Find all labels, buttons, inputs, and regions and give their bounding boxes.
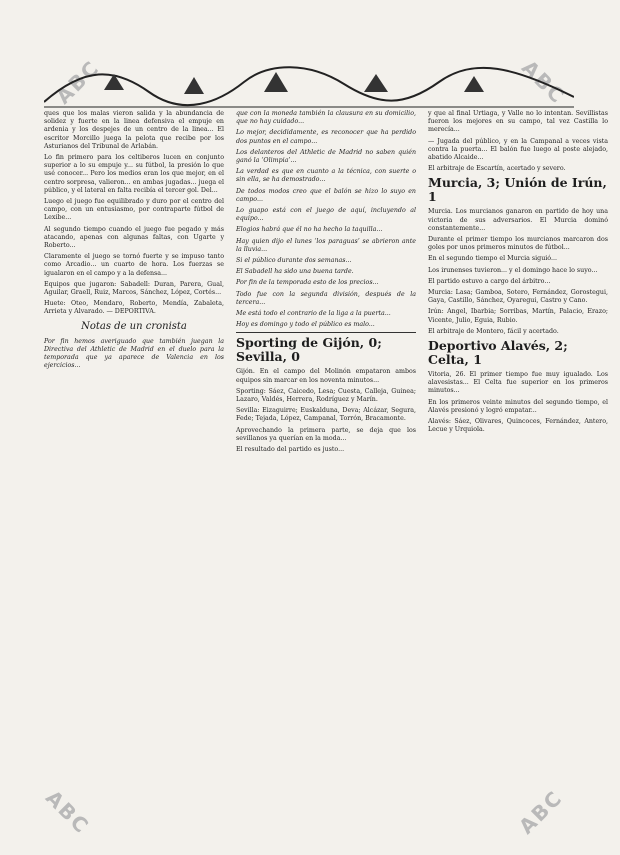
- article-paragraph: El resultado del partido es justo...: [236, 446, 345, 454]
- article-paragraph: Huete: Oteo, Mendaro, Roberto, Mendía, Zabaleta, Arrieta y Alvarado. — DEPORTIVA.: [44, 300, 224, 316]
- article-paragraph: Aprovechando la primera parte, se deja que los sevillanos ya querían en la moda...: [236, 426, 416, 442]
- watermark-bottom-left: ABC: [41, 785, 95, 839]
- column-rule: [236, 332, 416, 333]
- article-paragraph: Vitoria, 26. El primer tiempo fue muy igualado. Los alavesistas... El Celta fue superior en los primeros minutos...: [428, 371, 608, 395]
- article-paragraph: Hay quien dijo el lunes ‘los paraguas’ se abrieron ante la lluvia...: [236, 237, 416, 253]
- article-paragraph: Lo fin primero para los celtiberos lucen en conjunto superior a lo su empuje y... su fútbol, la presión lo que usé conocer... Pero los medios eran los que mejor, en el centro sorpresa, valieron... en ambas jugadas... juega el público, y el lateral en falta recibía el tercer gol. Del...: [44, 154, 224, 194]
- article-paragraph: El arbitraje de Montero, fácil y acertado.: [428, 327, 559, 335]
- article-paragraph: Los irunenses tuvieron... y el domingo hace lo suyo...: [428, 266, 598, 274]
- article-paragraph: Elogios habrá que él no ha hecho la taquilla...: [236, 226, 383, 234]
- article-paragraph: Todo fue con la segunda división, después de la tercera...: [236, 290, 416, 306]
- article-headline: Murcia, 3; Unión de Irún, 1: [428, 175, 607, 205]
- decorative-banner-illustration: [44, 62, 574, 112]
- article-paragraph: Me está todo el contrario de la liga a la puerta...: [236, 310, 391, 318]
- article-paragraph: Al segundo tiempo cuando el juego fue pegado y más atacando, apenas con algunas faltas, con Ugarte y Roberto...: [44, 225, 224, 250]
- article-paragraph: Murcia. Los murcianos ganaron en partido de hoy una victoria de sus adversarios. El Murcia dominó constantemente...: [428, 208, 608, 232]
- watermark-bottom-right: ABC: [514, 785, 568, 839]
- article-paragraph: Si el público durante dos semanas...: [236, 257, 352, 265]
- article-paragraph: que con la moneda también la clausura en su domicilio, que no hay cuidado...: [236, 110, 416, 126]
- watermark-top-left: ABC: [51, 55, 105, 109]
- article-paragraph: Alavés: Sáez, Olivares, Quincoces, Fernández, Antero, Lecue y Urquiola.: [428, 418, 608, 434]
- article-paragraph: Los delanteros del Athletic de Madrid no saben quién ganó la ‘Olimpia’...: [236, 148, 416, 165]
- article-paragraph: Luego el juego fue equilibrado y duro por el centro del campo, con un entusiasmo, por contraparte fútbol de Lexibe...: [44, 198, 224, 222]
- article-paragraph: Claramente el juego se tornó fuerte y se impuso tanto como Arcadio... un cuarto de hora. Los fuerzas se igualaron en el campo y a la defensa...: [44, 253, 224, 277]
- article-paragraph: Equipos que jugaron: Sabadell: Duran, Parera, Gual, Aguilar, Graell, Ruiz, Marcos, Sánchez, López, Cortés...: [44, 280, 224, 297]
- article-paragraph: Sevilla: Eizaguirre; Euskalduna, Deva; Alcázar, Segura, Fede; Tejada, López, Campanal, Torrón, Bracamonte.: [236, 407, 416, 423]
- article-paragraph: Sporting: Sáez, Caicedo, Lesa; Cuesta, Calleja, Guinea; Lazaro, Valdés, Herrera, Rodríguez y Marín.: [236, 387, 416, 404]
- article-paragraph: En el segundo tiempo el Murcia siguió...: [428, 255, 557, 263]
- article-paragraph: Murcia: Lasa; Gamboa, Sotero, Fernández, Gorostegui, Gaya, Castillo, Sánchez, Oyaregui, Castro y Cano.: [428, 289, 608, 305]
- article-paragraph: El arbitraje de Escartín, acertado y severo.: [428, 165, 566, 173]
- article-paragraph: Por fin hemos averiguado que también juegan la Directiva del Athletic de Madrid en el duelo para la temporada que ya aparece de Valencia en los ejercicios...: [44, 337, 224, 370]
- article-paragraph: ques que los malas vieron salida y la abundancia de solidez y fuerte en la linea defensiva el empuje en ardenia y los despejes de un centro de la linea... El escritor Morcillo juega la pelota que recibe por los Asturianos del Tribunal de Arlabán.: [44, 110, 224, 150]
- article-headline: Deportivo Alavés, 2; Celta, 1: [428, 338, 568, 368]
- article-paragraph: El Sabadell ha sido una buena tarde.: [236, 268, 354, 276]
- article-paragraph: De todos modos creo que el balón se hizo lo suyo en campo...: [236, 187, 416, 203]
- column-1: [44, 110, 224, 373]
- section-subtitle: Notas de un cronista: [81, 320, 187, 332]
- article-headline: Sporting de Gijón, 0; Sevilla, 0: [236, 335, 382, 365]
- column-2: [236, 110, 416, 457]
- article-paragraph: Gijón. En el campo del Molinón empataron ambos equipos sin marcar en los noventa minutos...: [236, 368, 416, 384]
- article-paragraph: Irún: Angel, Ibarbia; Sorribas, Martín, Palacio, Erazo; Vicente, Julio, Eguia, Rubio.: [428, 308, 608, 324]
- article-paragraph: Durante el primer tiempo los murcianos marcaron dos goles por unos primeros minutos de fútbol...: [428, 236, 608, 252]
- article-paragraph: Lo mejor, decididamente, es reconocer que ha perdido dos puntos en el campo...: [236, 129, 416, 145]
- article-paragraph: Lo guapo está con el juego de aquí, incluyendo al equipo...: [236, 207, 416, 223]
- article-paragraph: — Jugada del público, y en la Campanal a veces vista contra la puerta... El balón fue luego al poste alejado, abatido Alcaide...: [428, 137, 608, 162]
- article-paragraph: Hoy es domingo y todo el público es malo...: [236, 321, 375, 329]
- article-paragraph: En los primeros veinte minutos del segundo tiempo, el Alavés presionó y logró empatar...: [428, 398, 608, 414]
- watermark-top-right: ABC: [517, 55, 571, 109]
- article-paragraph: y que al final Urtiaga, y Valle no lo intentan. Sevillistas fueron los mejores en su campo, tal vez Castilla lo merecía...: [428, 110, 608, 134]
- article-paragraph: La verdad es que en cuanto a la técnica, con suerte o sin ella, se ha demostrado...: [236, 168, 416, 184]
- article-paragraph: El partido estuvo a cargo del árbitro...: [428, 277, 551, 285]
- column-3: [428, 110, 608, 437]
- article-paragraph: Por fin de la temporada esto de los precios...: [236, 279, 379, 287]
